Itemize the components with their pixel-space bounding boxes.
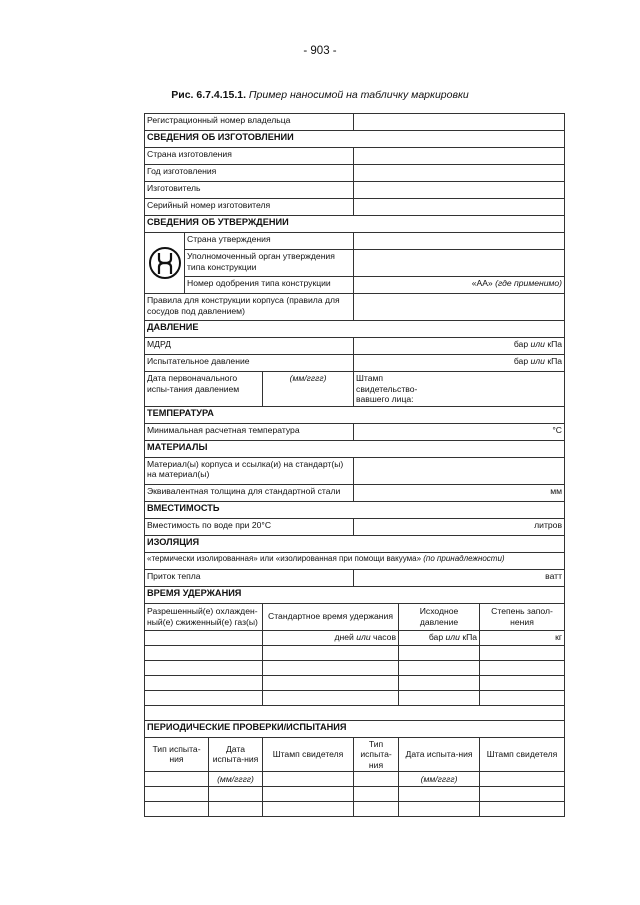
heat-influx-label: Приток тепла [145,569,354,586]
section-approval: СВЕДЕНИЯ ОБ УТВЕРЖДЕНИИ [145,216,565,233]
thickness-unit: мм [354,484,565,501]
equiv-thickness-label: Эквивалентная толщина для стандартной стали [145,484,354,501]
capacity-unit: литров [354,518,565,535]
section-periodic: ПЕРИОДИЧЕСКИЕ ПРОВЕРКИ/ИСПЫТАНИЯ [145,720,565,737]
section-manufacture: СВЕДЕНИЯ ОБ ИЗГОТОВЛЕНИИ [145,131,565,148]
section-insulation: ИЗОЛЯЦИЯ [145,535,565,552]
periodic-test-date-header-1: Дата испыта-ния [209,737,263,772]
section-materials: МАТЕРИАЛЫ [145,440,565,457]
section-holding: ВРЕМЯ УДЕРЖАНИЯ [145,586,565,603]
holding-fill-unit: кг [480,630,565,645]
year-mfg-label: Год изготовления [145,165,354,182]
holding-gases-header: Разрешенный(е) охлажден-ный(е) сжиженный(е) газ(ы) [145,603,263,630]
mawp-label: МДРД [145,338,354,355]
mawp-unit: бар или кПа [354,338,565,355]
design-rules-label: Правила для конструкции корпуса (правила для сосудов под давлением) [145,294,354,321]
insulation-text: «термически изолированная» или «изолированная при помощи вакуума» (по принадлежности) [145,552,565,569]
periodic-test-type-header-2: Тип испыта-ния [354,737,399,772]
marking-plate-table [144,113,565,817]
serial-label: Серийный номер изготовителя [145,199,354,216]
un-logo-icon [145,233,184,293]
approval-no-label: Номер одобрения типа конструкции [185,277,354,294]
holding-std-time-header: Стандартное время удержания [263,603,399,630]
water-capacity-label: Вместимость по воде при 20°C [145,518,354,535]
caption-text: Пример наносимой на табличку маркировки [248,89,469,101]
section-temperature: ТЕМПЕРАТУРА [145,406,565,423]
test-pressure-unit: бар или кПа [354,355,565,372]
periodic-stamp-header-2: Штамп свидетеля [480,737,565,772]
first-test-date-format: (мм/гггг) [263,372,354,407]
heat-influx-unit: ватт [354,569,565,586]
holding-fill-header: Степень запол-нения [480,603,565,630]
holding-pressure-unit: бар или кПа [399,630,480,645]
periodic-date-format-1: (мм/гггг) [209,772,263,787]
shell-material-label: Материал(ы) корпуса и ссылка(и) на стандарт(ы) на материал(ы) [145,457,354,484]
un-logo-cell [145,233,185,294]
periodic-stamp-header-1: Штамп свидетеля [263,737,354,772]
approval-no-value: «АА» (где применимо) [354,277,565,294]
periodic-test-type-header-1: Тип испыта-ния [145,737,209,772]
holding-init-pressure-header: Исходное давление [399,603,480,630]
first-test-date-label: Дата первоначального испы-тания давлением [145,372,263,407]
owner-reg-label: Регистрационный номер владельца [145,114,354,131]
figure-caption [0,89,640,101]
section-capacity: ВМЕСТИМОСТЬ [145,501,565,518]
periodic-date-format-2: (мм/гггг) [399,772,480,787]
caption-label: Рис. 6.7.4.15.1. [171,89,246,101]
section-pressure: ДАВЛЕНИЕ [145,321,565,338]
authority-label: Уполномоченный орган утверждения типа конструкции [185,250,354,277]
holding-time-unit: дней или часов [263,630,399,645]
witness-stamp-label: Штамп свидетельство-вавшего лица: [354,372,444,407]
temp-unit: °C [354,423,565,440]
periodic-test-date-header-2: Дата испыта-ния [399,737,480,772]
page-number: - 903 - [303,45,337,57]
country-mfg-label: Страна изготовления [145,148,354,165]
country-approval-label: Страна утверждения [185,233,354,250]
manufacturer-label: Изготовитель [145,182,354,199]
test-pressure-label: Испытательное давление [145,355,354,372]
min-design-temp-label: Минимальная расчетная температура [145,423,354,440]
